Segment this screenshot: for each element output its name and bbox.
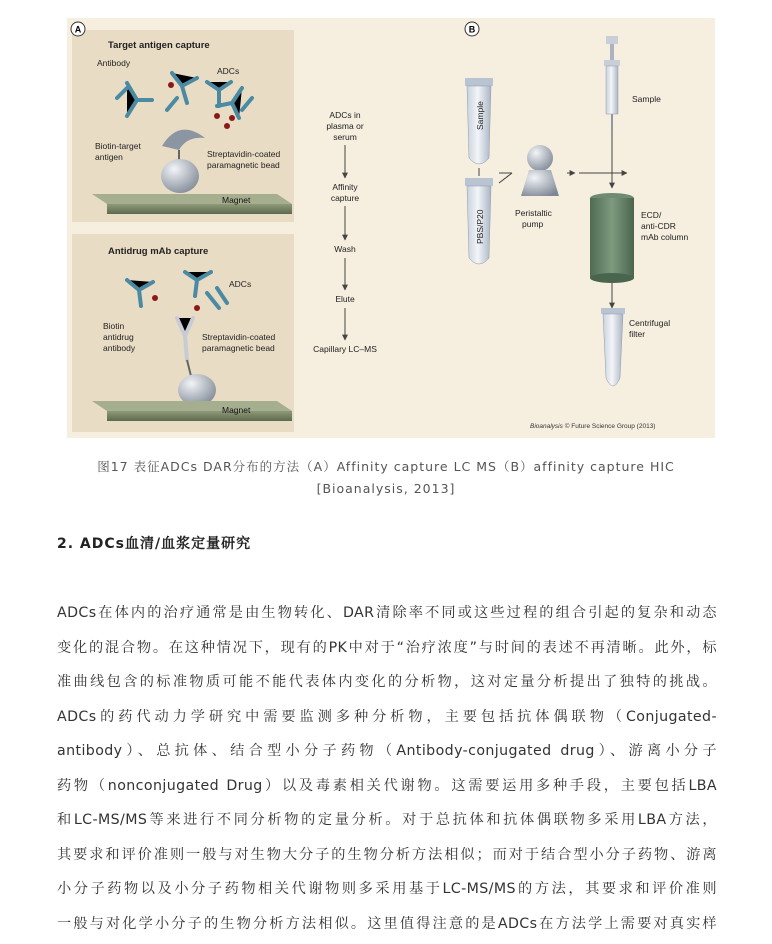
sample-tube-cap-icon bbox=[465, 78, 493, 86]
paragraph-line: antibody）、总抗体、结合型小分子药物（Antibody-conjugated drug）、游离小分子 bbox=[57, 743, 717, 759]
buffer-tube-label: PBS/P20 bbox=[475, 209, 485, 244]
caption-line-2: [Bioanalysis, 2013] bbox=[316, 481, 456, 496]
bead-bottom-label-2: paramagnetic bead bbox=[202, 343, 275, 353]
antibody-label: Antibody bbox=[97, 58, 131, 68]
column-label-3: mAb column bbox=[641, 232, 689, 242]
syringe-label: Sample bbox=[632, 94, 661, 104]
syringe-rod-icon bbox=[610, 44, 614, 60]
figure-svg bbox=[67, 18, 715, 438]
pump-head-icon bbox=[527, 145, 553, 171]
figure-image bbox=[67, 18, 715, 438]
syringe-icon bbox=[606, 66, 618, 114]
flow-step-1-line-3: serum bbox=[333, 132, 357, 142]
sample-tube-label: Sample bbox=[475, 101, 485, 130]
panel-a-bottom bbox=[72, 234, 294, 432]
panel-b-badge-label: B bbox=[468, 24, 476, 35]
paragraph-line: 和LC-MS/MS等来进行不同分析物的定量分析。对于总抗体和抗体偶联物多采用LBA方法， bbox=[57, 812, 717, 828]
pump-label-2: pump bbox=[522, 219, 544, 229]
caption-line-1: 图17 表征ADCs DAR分布的方法（A）Affinity capture LC MS（B）affinity capture HIC bbox=[97, 459, 675, 474]
column-bottom-icon bbox=[590, 273, 634, 283]
flow-step-1-line-1: ADCs in bbox=[329, 110, 361, 120]
magnet-label-bottom: Magnet bbox=[222, 405, 251, 415]
magnet-bottom-face bbox=[92, 401, 292, 411]
paragraph-line: 其要求和评价准则一般与对生物大分子的生物分析方法相似；而对于结合型小分子药物、游离 bbox=[57, 846, 717, 863]
biotin-label-3: antibody bbox=[103, 343, 136, 353]
filter-label-1: Centrifugal bbox=[629, 318, 671, 328]
centrifugal-filter-icon bbox=[603, 314, 623, 386]
adcs-label: ADCs bbox=[217, 66, 240, 76]
paragraph-line: 准曲线包含的标准物质可能不能代表体内变化的分析物，这对定量分析提出了独特的挑战。 bbox=[57, 674, 717, 690]
bead-icon bbox=[161, 159, 199, 193]
biotin-label-1: Biotin bbox=[103, 321, 125, 331]
flow-step-5: Capillary LC–MS bbox=[313, 344, 377, 354]
magnet-label-top: Magnet bbox=[222, 195, 251, 205]
bottom-panel-title: Antidrug mAb capture bbox=[108, 246, 209, 257]
flow-step-4: Elute bbox=[335, 294, 355, 304]
flow-step-2-line-1: Affinity bbox=[332, 182, 358, 192]
adcs-label-bottom: ADCs bbox=[229, 279, 252, 289]
paragraph-line: ADCs在体内的治疗通常是由生物转化、DAR清除率不同或这些过程的组合引起的复杂和动态 bbox=[57, 605, 717, 621]
body-paragraph bbox=[57, 596, 717, 941]
paragraph-line: 小分子药物以及小分子药物相关代谢物则多采用基于LC-MS/MS的方法，其要求和评价准则 bbox=[57, 881, 717, 897]
paragraph-line: 变化的混合物。在这种情况下，现有的PK中对于“治疗浓度”与时间的表述不再清晰。此外，标 bbox=[57, 639, 717, 656]
column-label-2: anti-CDR bbox=[641, 221, 676, 231]
filter-cap-icon bbox=[601, 308, 625, 314]
section-heading: 2. ADCs血清/血浆定量研究 bbox=[57, 536, 252, 552]
credit-publisher: © Future Science Group (2013) bbox=[562, 423, 656, 430]
mab-column-icon bbox=[590, 198, 634, 278]
bead-label-1: Streptavidin-coated bbox=[207, 149, 281, 159]
biotin-target-label-2: antigen bbox=[95, 152, 123, 162]
figure-credit bbox=[530, 422, 655, 430]
syringe-flange-icon bbox=[604, 60, 620, 66]
magnet-icon bbox=[107, 204, 292, 214]
magnet-bottom-icon bbox=[107, 411, 292, 421]
magnet-top-face bbox=[92, 194, 292, 204]
flow-step-1-line-2: plasma or bbox=[326, 121, 364, 131]
credit-journal: Bioanalysis bbox=[530, 423, 563, 430]
flow-step-3: Wash bbox=[334, 244, 356, 254]
top-panel-title: Target antigen capture bbox=[108, 40, 210, 51]
paragraph-line: ADCs的药代动力学研究中需要监测多种分析物，主要包括抗体偶联物（Conjugated- bbox=[57, 708, 717, 725]
flow-step-2-line-2: capture bbox=[330, 193, 360, 203]
panel-a-badge-label: A bbox=[74, 24, 82, 35]
biotin-label-2: antidrug bbox=[103, 332, 134, 342]
buffer-tube-cap-icon bbox=[465, 178, 493, 186]
paragraph-line: 一般与对化学小分子的生物分析方法相似。这里值得注意的是ADCs在方法学上需要对真实样 bbox=[57, 915, 717, 932]
syringe-plunger-icon bbox=[606, 36, 618, 44]
bead-label-2: paramagnetic bead bbox=[207, 160, 280, 170]
figure-caption bbox=[40, 456, 732, 500]
bead-bottom-label-1: Streptavidin-coated bbox=[202, 332, 276, 342]
paragraph-line: 药物（nonconjugated Drug）以及毒素相关代谢物。这需要运用多种手段，主要包括LBA bbox=[57, 777, 717, 794]
column-label-1: ECD/ bbox=[641, 210, 662, 220]
biotin-target-label-1: Biotin-target bbox=[95, 141, 141, 151]
pump-label-1: Peristaltic bbox=[515, 208, 552, 218]
panel-a-top bbox=[71, 22, 294, 222]
filter-label-2: filter bbox=[629, 329, 646, 339]
